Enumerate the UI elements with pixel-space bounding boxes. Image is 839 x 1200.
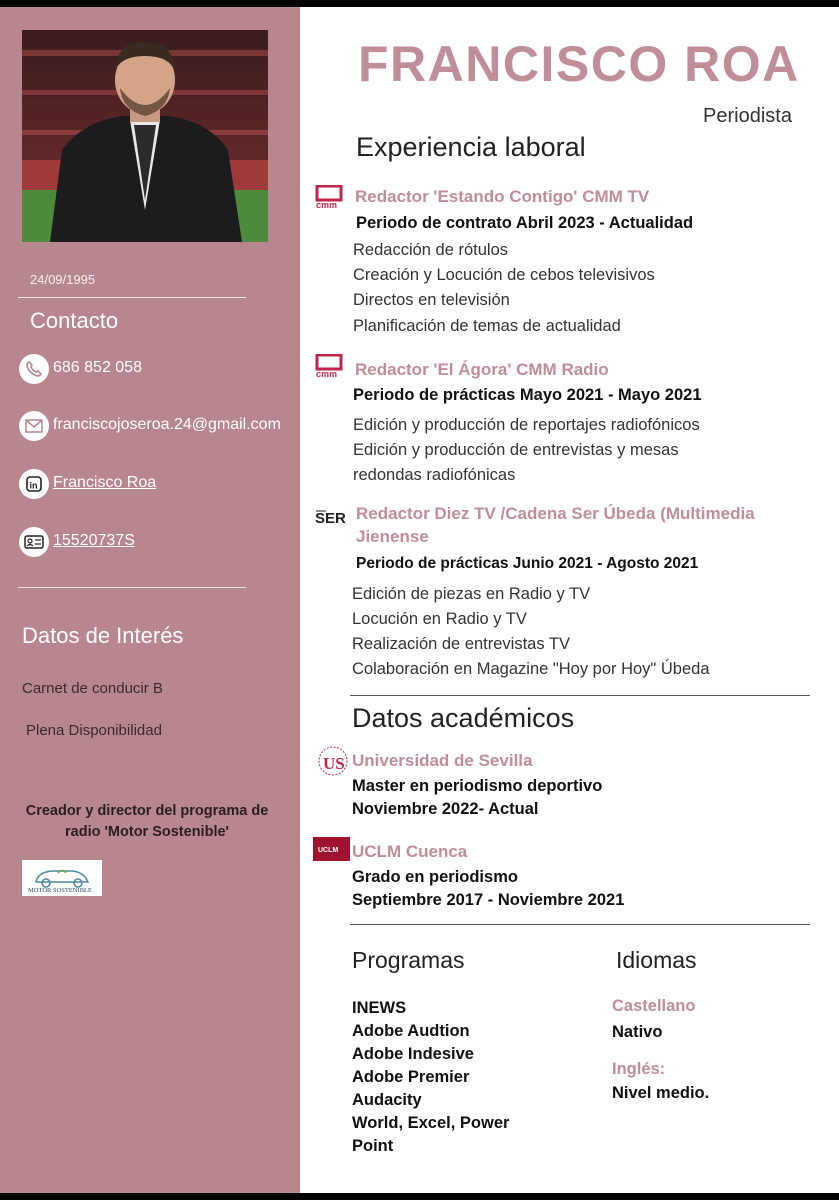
id-card-icon [19,527,49,557]
creator-text: Creador y director del programa de radio 'Motor Sostenible' [25,803,269,840]
svg-text:UCLM: UCLM [318,847,339,854]
divider [18,587,246,588]
email-address[interactable]: franciscojoseroa.24@gmail.com [53,416,281,433]
language-level: Nivel medio. [612,1084,710,1102]
job-task: Redacción de rótulos [353,241,509,259]
svg-text:US: US [323,754,345,773]
job-title-line1: Redactor Diez TV /Cadena Ser Úbeda (Multimedia [356,504,755,523]
job-task: Directos en televisión [353,291,510,309]
us-logo-icon [316,745,350,777]
job-task: Planificación de temas de actualidad [353,317,621,335]
profile-photo [22,30,268,242]
cmm-logo-icon [315,354,343,378]
experience-heading: Experiencia laboral [356,132,586,162]
section-divider [350,695,810,696]
job-role: Periodista [703,105,792,127]
job-task: Edición y producción de reportajes radiofónicos [353,416,700,434]
svg-text:SER: SER [315,510,346,527]
linkedin-link[interactable]: Francisco Roa [53,474,157,491]
interest-item: Carnet de conducir B [22,680,163,697]
job-title-line2: Jienense [356,527,429,546]
phone-number[interactable]: 686 852 058 [53,359,142,376]
job-period: Periodo de prácticas Junio 2021 - Agosto 2021 [356,555,699,572]
job-task: Locución en Radio y TV [352,610,527,628]
section-divider [350,924,810,925]
job-title: Redactor 'Estando Contigo' CMM TV [355,187,650,206]
job-title: Redactor 'El Ágora' CMM Radio [355,360,609,379]
ser-logo-icon [314,507,354,531]
programs-heading: Programas [352,947,465,973]
dni-number[interactable]: 15520737S [53,532,135,549]
divider [18,297,246,298]
degree-name: Master en periodismo deportivo [352,777,603,795]
academic-heading: Datos académicos [352,703,575,733]
svg-text:cmm: cmm [316,200,338,209]
language-name: Castellano [612,997,696,1015]
full-name: FRANCISCO ROA [358,36,800,92]
program-item: Adobe Premier [352,1068,470,1086]
program-item: Adobe Indesive [352,1045,474,1063]
program-item: Audacity [352,1091,422,1109]
logo-text: MOTOR SOSTENIBLE [28,887,92,894]
job-period: Periodo de prácticas Mayo 2021 - Mayo 2021 [353,386,702,404]
degree-dates: Noviembre 2022- Actual [352,800,539,818]
language-name: Inglés: [612,1060,666,1078]
job-task: redondas radiofónicas [353,466,516,484]
job-task: Edición de piezas en Radio y TV [352,585,591,603]
degree-dates: Septiembre 2017 - Noviembre 2021 [352,891,625,909]
institution-name: Universidad de Sevilla [352,751,533,770]
program-item: Adobe Audtion [352,1022,470,1040]
phone-icon [19,354,49,384]
language-level: Nativo [612,1023,663,1041]
job-task: Colaboración en Magazine "Hoy por Hoy" Úbeda [352,660,710,678]
interest-heading: Datos de Interés [22,623,184,648]
program-item: Point [352,1137,394,1155]
languages-heading: Idiomas [616,947,697,973]
job-period: Periodo de contrato Abril 2023 - Actualidad [356,214,694,232]
linkedin-icon [19,469,49,499]
motor-sostenible-logo [22,860,102,896]
degree-name: Grado en periodismo [352,868,518,886]
birth-date: 24/09/1995 [30,272,96,287]
contact-heading: Contacto [30,308,119,333]
cv-page [0,7,839,1193]
cmm-logo-icon [315,185,343,209]
program-item: World, Excel, Power [352,1114,510,1132]
svg-text:cmm: cmm [316,369,338,378]
job-task: Creación y Locución de cebos televisivos [353,266,655,284]
main-content [300,7,839,1193]
uclm-logo-icon [313,837,350,861]
sidebar [0,7,300,1193]
interest-item: Plena Disponibilidad [26,722,162,739]
svg-text:in: in [29,480,38,491]
institution-name: UCLM Cuenca [352,842,468,861]
job-task: Realización de entrevistas TV [352,635,570,653]
program-item: INEWS [352,999,407,1017]
email-icon [19,411,49,441]
job-task: Edición y producción de entrevistas y mesas [353,441,679,459]
